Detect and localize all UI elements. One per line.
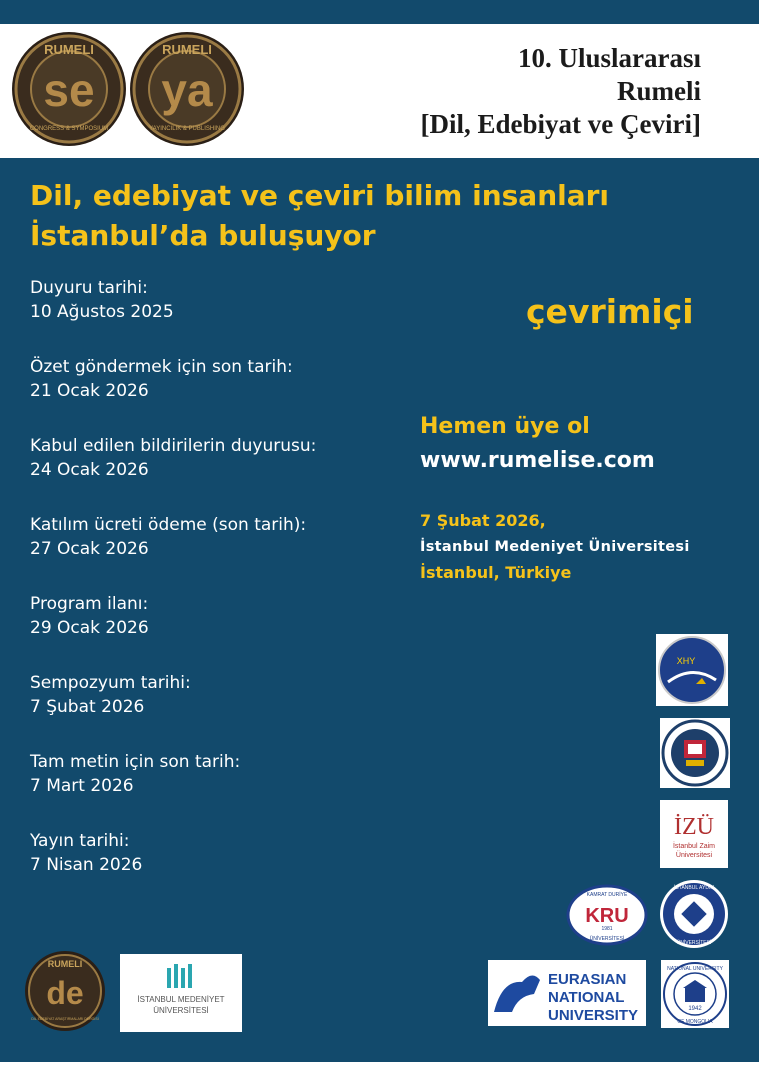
enu-line-1: EURASIAN: [548, 971, 627, 988]
event-place: İstanbul, Türkiye: [420, 563, 572, 582]
date-item: [30, 276, 390, 324]
izu-line-2: Üniversitesi: [675, 852, 713, 859]
imu-line-2: ÜNİVERSİTESİ: [153, 1006, 209, 1015]
num-ring-top: NATIONAL UNIVERSITY: [667, 966, 723, 972]
iau-ring-bottom: ÜNİVERSİTESİ: [676, 940, 712, 946]
enu-line-3: UNIVERSITY: [548, 1007, 639, 1024]
logo-se-letters: se: [43, 64, 95, 116]
logo-de-letters: de: [46, 975, 84, 1011]
event-date: 7 Şubat 2026,: [420, 511, 546, 530]
important-dates: [30, 276, 390, 908]
date-item: [30, 434, 390, 482]
istanbul-medeniyet-logo: [120, 954, 242, 1032]
date-value: 21 Ocak 2026: [30, 381, 149, 401]
izu-logo: [660, 800, 728, 868]
event-info: [420, 508, 690, 586]
date-value: 29 Ocak 2026: [30, 618, 149, 638]
headline: [30, 176, 730, 256]
logo-de-top: RUMELI: [47, 959, 83, 969]
date-label: Tam metin için son tarih:: [30, 752, 241, 772]
logo-ya-bottom: YAYINCILIK & PUBLISHING: [149, 126, 225, 132]
national-university-mongolia-logo: [661, 960, 729, 1028]
header: [0, 24, 759, 158]
date-label: Program ilanı:: [30, 594, 149, 614]
date-value: 7 Şubat 2026: [30, 697, 145, 717]
date-label: Katılım ücreti ödeme (son tarih):: [30, 515, 307, 535]
conference-title: [421, 42, 701, 141]
date-item: [30, 513, 390, 561]
num-ring-bottom: OF MONGOLIA: [677, 1019, 713, 1025]
join-cta: [420, 410, 655, 478]
logo-de-bottom: DİL EDEBİYAT ARAŞTIRMALARI DERGİSİ: [31, 1017, 99, 1021]
svg-text:İZÜ: İZÜ: [674, 814, 714, 840]
date-label: Özet göndermek için son tarih:: [30, 357, 293, 377]
istanbul-aydin-logo: [658, 878, 730, 950]
date-item: [30, 750, 390, 798]
date-label: Kabul edilen bildirilerin duyurusu:: [30, 436, 317, 456]
headline-line-2: İstanbul’da buluşuyor: [30, 219, 376, 252]
kru-year: 1981: [601, 926, 613, 932]
website-link[interactable]: www.rumelise.com: [420, 448, 655, 473]
online-label: çevrimiçi: [526, 292, 694, 331]
bottom-strip: [0, 1062, 759, 1072]
event-university: İstanbul Medeniyet Üniversitesi: [420, 539, 690, 555]
uni-crest-logo: [660, 718, 730, 788]
logo-ya-top: RUMELI: [162, 42, 212, 57]
date-value: 27 Ocak 2026: [30, 539, 149, 559]
xhu-text: XHY: [676, 656, 696, 666]
date-label: Duyuru tarihi:: [30, 278, 148, 298]
enu-line-2: NATIONAL: [548, 989, 625, 1006]
title-line-1: 10. Uluslararası: [517, 43, 701, 73]
imu-line-1: İSTANBUL MEDENİYET: [137, 995, 225, 1004]
rumeli-de-logo: [24, 950, 106, 1032]
iau-ring-top: İSTANBUL AYDIN: [674, 885, 714, 891]
logo-se-top: RUMELI: [44, 42, 94, 57]
kru-ring-bottom: ÜNİVERSİTESİ: [589, 936, 625, 942]
title-line-3: [Dil, Edebiyat ve Çeviri]: [420, 109, 701, 139]
date-item: [30, 829, 390, 877]
num-year: 1942: [688, 1006, 702, 1012]
date-label: Yayın tarihi:: [30, 831, 130, 851]
kru-letters: KRU: [585, 905, 629, 927]
main-panel: [0, 158, 759, 1072]
rumeli-ya-logo: [128, 30, 246, 148]
date-item: [30, 592, 390, 640]
date-item: [30, 671, 390, 719]
eurasian-national-university-logo: [488, 960, 646, 1026]
xhu-logo: [656, 634, 728, 706]
izu-line-1: İstanbul Zaim: [672, 843, 716, 850]
top-bar: [0, 0, 759, 24]
date-value: 24 Ocak 2026: [30, 460, 149, 480]
date-item: [30, 355, 390, 403]
headline-line-1: Dil, edebiyat ve çeviri bilim insanları: [30, 179, 610, 212]
title-line-2: Rumeli: [617, 76, 701, 106]
date-value: 7 Mart 2026: [30, 776, 134, 796]
kru-logo: [566, 884, 648, 946]
logo-se-bottom: CONGRESS & SYMPOSIUM: [29, 126, 109, 132]
date-label: Sempozyum tarihi:: [30, 673, 191, 693]
logo-ya-letters: ya: [161, 64, 213, 116]
date-value: 7 Nisan 2026: [30, 855, 143, 875]
rumeli-se-logo: [10, 30, 128, 148]
join-now-text: Hemen üye ol: [420, 414, 590, 439]
date-value: 10 Ağustos 2025: [30, 302, 174, 322]
kru-ring-top: KAMRAT DURİYE: [586, 892, 628, 898]
